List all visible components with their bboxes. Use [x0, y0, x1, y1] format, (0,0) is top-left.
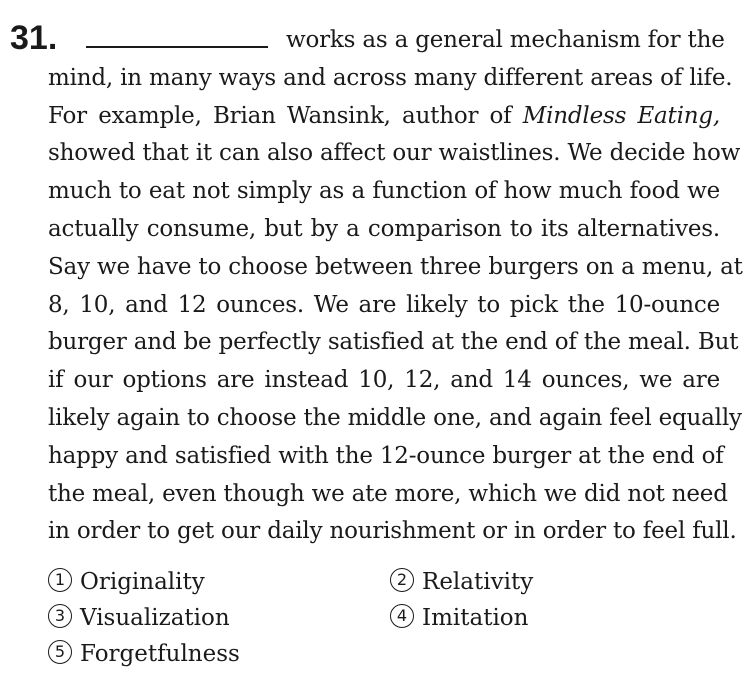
- option-label: Relativity: [422, 569, 534, 595]
- passage-line: [48, 400, 742, 438]
- passage-line: [48, 362, 720, 400]
- option-5[interactable]: [48, 635, 240, 672]
- answer-options: [48, 563, 720, 671]
- passage-line: [48, 287, 720, 325]
- option-label: Originality: [80, 569, 205, 595]
- passage-line: [48, 173, 720, 211]
- passage-line-text: For example, Brian Wansink, author of: [48, 102, 523, 129]
- option-1[interactable]: [48, 563, 205, 600]
- passage-line-text: much to eat not simply as a function of how much food we: [48, 178, 720, 205]
- option-marker: 3: [48, 604, 72, 628]
- passage-line: [86, 22, 725, 60]
- option-2[interactable]: [390, 563, 533, 600]
- passage-line: [48, 249, 743, 287]
- passage-line: [48, 135, 741, 173]
- passage-line: [48, 98, 720, 136]
- passage-line-text: burger and be perfectly satisfied at the end of the meal. But: [48, 329, 739, 356]
- option-marker: 2: [390, 568, 414, 592]
- option-label: Imitation: [422, 605, 529, 631]
- option-row: [48, 563, 720, 599]
- passage-line-text: actually consume, but by a comparison to its alternatives.: [48, 215, 720, 242]
- option-4[interactable]: [390, 599, 528, 636]
- option-marker: 5: [48, 640, 72, 664]
- question-number: 31.: [10, 19, 58, 57]
- passage-line-text: the meal, even though we ate more, which we did not need: [48, 480, 728, 507]
- passage-line-text: showed that it can also affect our waistlines. We decide how: [48, 140, 741, 167]
- passage-line-text: works as a general mechanism for the: [286, 27, 725, 53]
- passage-line: [48, 513, 737, 551]
- option-marker: 4: [390, 604, 414, 628]
- passage-line-text: 8, 10, and 12 ounces. We are likely to pick the 10-ounce: [48, 291, 720, 318]
- passage-body: [48, 60, 743, 551]
- passage-line-text: likely again to choose the middle one, and again feel equally: [48, 404, 742, 431]
- passage-line: [48, 211, 720, 249]
- option-label: Visualization: [80, 605, 230, 631]
- option-row: [48, 599, 720, 635]
- option-row: [48, 635, 720, 671]
- passage-line: [48, 476, 728, 514]
- option-label: Forgetfulness: [80, 641, 240, 667]
- passage-line-text: in order to get our daily nourishment or in order to feel full.: [48, 518, 737, 545]
- passage-line-text: if our options are instead 10, 12, and 14 ounces, we are: [48, 367, 720, 394]
- option-3[interactable]: [48, 599, 230, 636]
- passage-line: [48, 324, 739, 362]
- passage-line-text: mind, in many ways and across many different areas of life.: [48, 64, 733, 91]
- passage-line-text: Say we have to choose between three burgers on a menu, at: [48, 253, 743, 280]
- answer-blank: [86, 22, 268, 48]
- passage-line: [48, 60, 733, 98]
- passage-line-text: happy and satisfied with the 12-ounce burger at the end of: [48, 442, 724, 469]
- option-marker: 1: [48, 568, 72, 592]
- book-title: Mindless Eating,: [522, 102, 720, 129]
- passage: [48, 22, 743, 551]
- passage-line: [48, 438, 724, 476]
